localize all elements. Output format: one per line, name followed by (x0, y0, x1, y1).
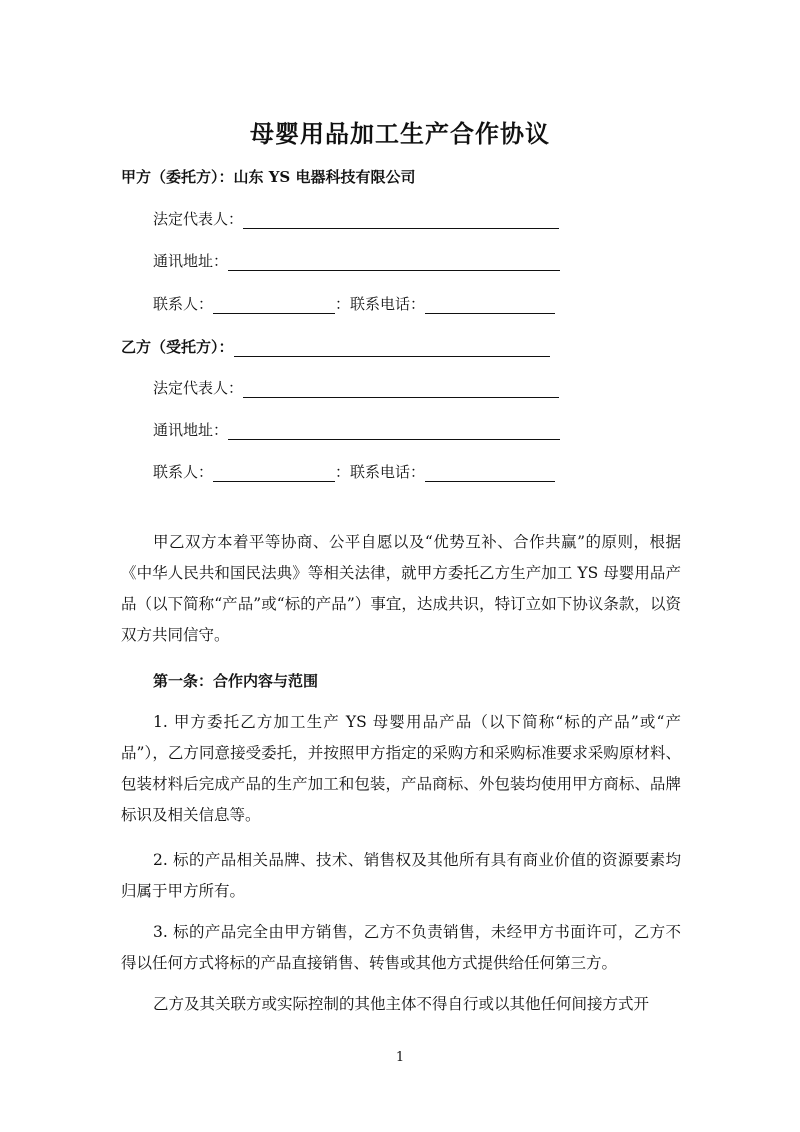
article-1-heading: 第一条：合作内容与范围 (153, 672, 319, 690)
page-number: 1 (395, 1050, 405, 1065)
party-b-name-blank (234, 342, 550, 357)
party-b-heading-row (121, 336, 550, 357)
party-a-phone-blank (425, 299, 555, 314)
party-b-address-field (153, 419, 560, 440)
party-a-heading: 甲方（委托方）：山东 YS 电器科技有限公司 (121, 168, 416, 186)
article-1-clause-3-continued: 乙方及其关联方或实际控制的其他主体不得自行或以其他任何间接方式开 (153, 995, 650, 1013)
party-b-heading: 乙方（受托方）： (121, 338, 234, 356)
article-1-clause-1: 1. 甲方委托乙方加工生产 YS 母婴用品产品（以下简称“标的产品”或“产品”），乙方同意接受委托，并按照甲方指定的采购方和采购标准要求采购原材料、包装材料后完成产品的生产加工和包装，产品商标、外包装均使用甲方商标、品牌标识及相关信息等。 (121, 713, 681, 824)
party-b-phone-label: ：联系电话： (335, 463, 426, 481)
article-1-clause-2: 2. 标的产品相关品牌、技术、销售权及其他所有具有商业价值的资源要素均归属于甲方所有。 (121, 851, 681, 900)
party-b-legal-rep-field (153, 377, 559, 398)
party-a-contact-blank (213, 299, 335, 314)
party-b-legal-rep-label: 法定代表人： (153, 379, 244, 397)
party-b-phone-blank (425, 467, 555, 482)
party-b-contact-field (153, 461, 555, 482)
party-a-legal-rep-label: 法定代表人： (153, 210, 244, 228)
party-a-contact-label: 联系人： (153, 295, 214, 313)
party-a-phone-label: ：联系电话： (335, 295, 426, 313)
party-a-legal-rep-field (153, 208, 559, 229)
article-1-clause-3: 3. 标的产品完全由甲方销售，乙方不负责销售，未经甲方书面许可，乙方不得以任何方式将标的产品直接销售、转售或其他方式提供给任何第三方。 (121, 923, 681, 972)
intro-paragraph: 甲乙双方本着平等协商、公平自愿以及“优势互补、合作共赢”的原则，根据《中华人民共和国民法典》等相关法律，就甲方委托乙方生产加工 YS 母婴用品产品（以下简称“产品”或“标的产品”）事宜，达成共识，特订立如下协议条款，以资双方共同信守。 (121, 533, 681, 644)
party-a-address-blank (228, 256, 560, 271)
party-a-address-label: 通讯地址： (153, 252, 229, 270)
party-b-legal-rep-blank (243, 383, 559, 398)
party-b-address-blank (228, 425, 560, 440)
party-b-address-label: 通讯地址： (153, 421, 229, 439)
party-b-contact-blank (213, 467, 335, 482)
party-a-address-field (153, 250, 560, 271)
party-a-legal-rep-blank (243, 214, 559, 229)
party-a-contact-field (153, 293, 555, 314)
party-b-contact-label: 联系人： (153, 463, 214, 481)
document-title: 母婴用品加工生产合作协议 (250, 119, 550, 148)
